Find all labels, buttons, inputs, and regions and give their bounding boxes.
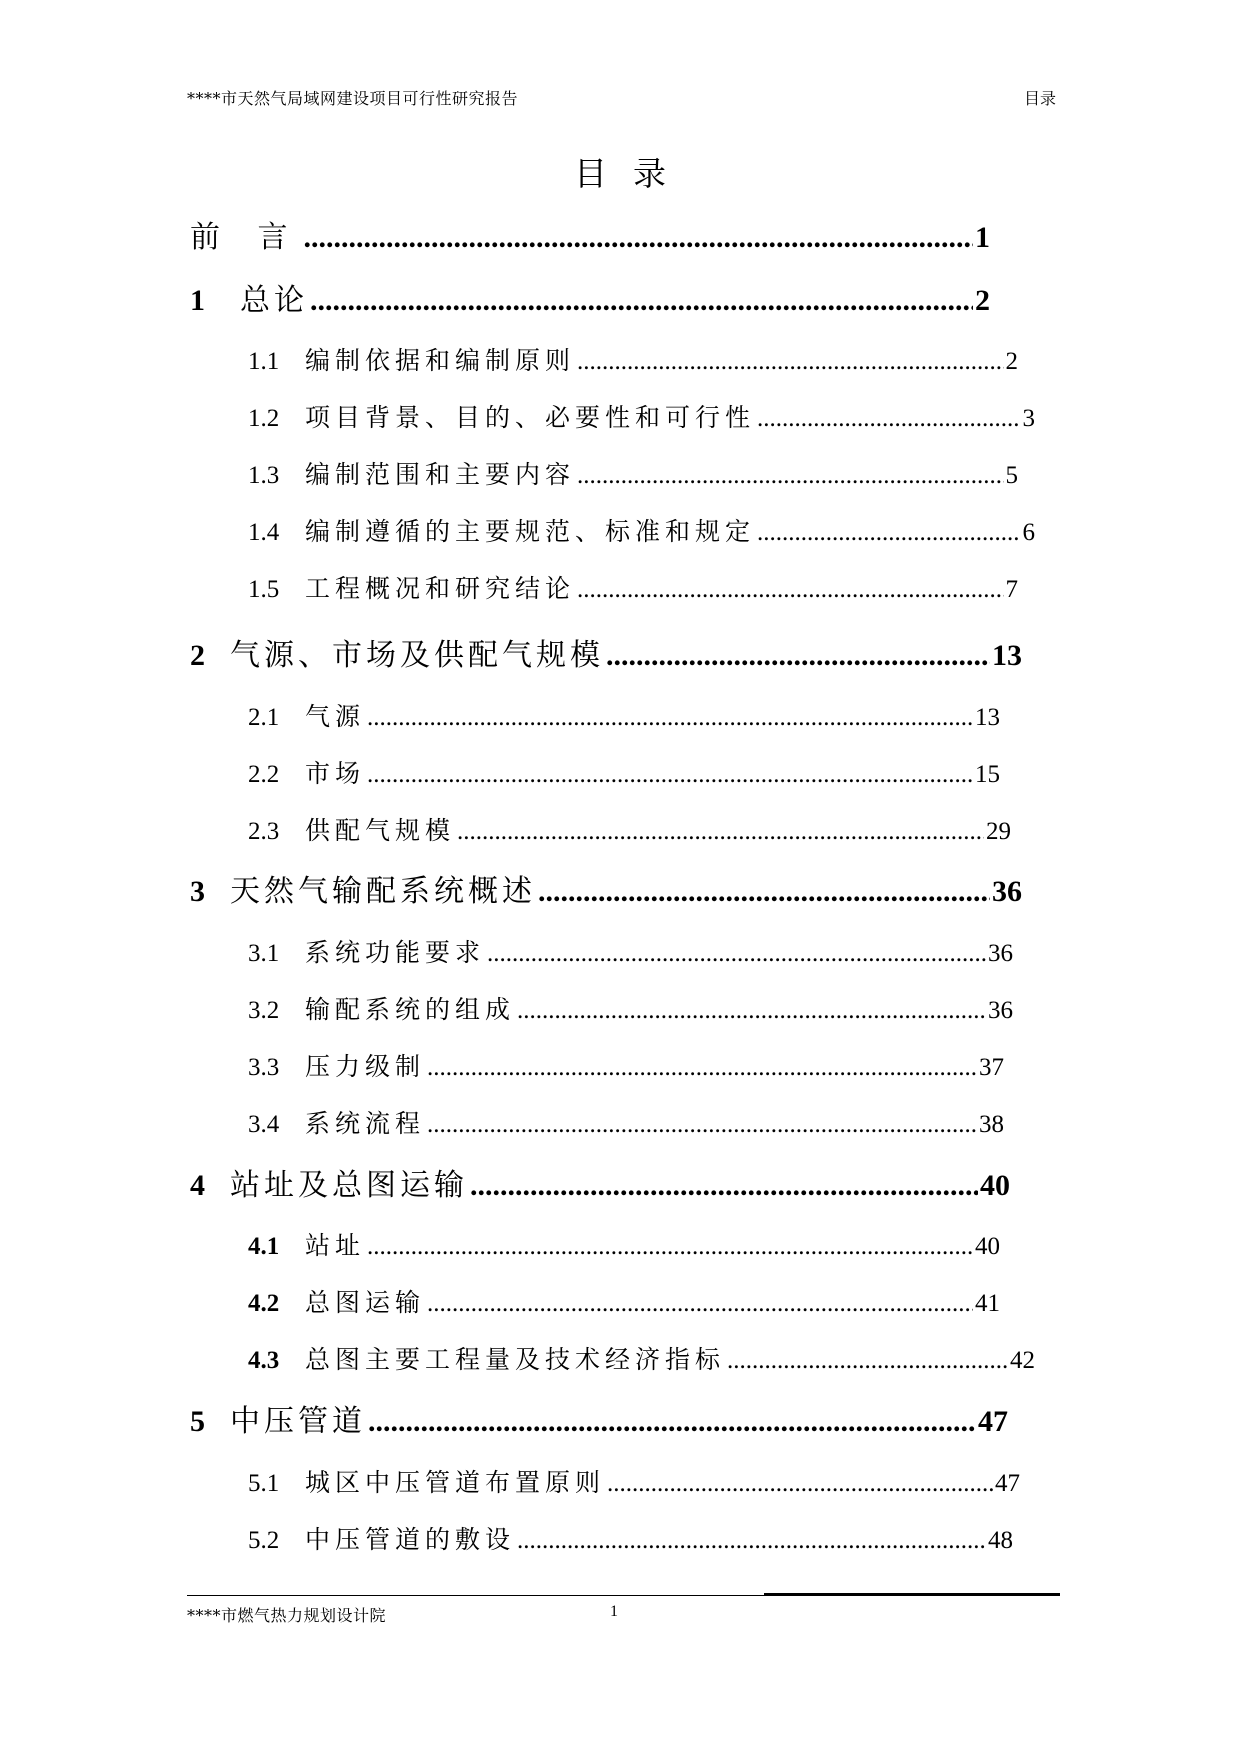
toc-entry-label: 系统功能要求 xyxy=(305,938,486,967)
toc-entry-page: 7 xyxy=(1005,576,1018,603)
toc-leader-dots xyxy=(427,1111,977,1139)
toc-entry-page: 38 xyxy=(979,1111,1004,1138)
toc-leader-dots xyxy=(538,875,990,909)
toc-entry[interactable] xyxy=(190,275,990,319)
toc-entry-page: 29 xyxy=(986,818,1011,845)
toc-entry-page: 1 xyxy=(975,221,990,254)
toc-entry[interactable] xyxy=(248,1226,1000,1262)
toc-entry-label: 系统流程 xyxy=(305,1109,426,1138)
toc-leader-dots xyxy=(757,519,1020,547)
toc-leader-dots xyxy=(577,462,1003,490)
toc-entry[interactable] xyxy=(248,1104,1004,1140)
toc-entry-label: 工程概况和研究结论 xyxy=(305,574,576,603)
toc-entry-label: 站址 xyxy=(305,1231,366,1260)
toc-entry-number: 5 xyxy=(190,1405,205,1438)
toc-entry-page: 37 xyxy=(979,1054,1004,1081)
toc-entry[interactable] xyxy=(248,697,1000,733)
toc-entry-page: 36 xyxy=(988,940,1013,967)
toc-leader-dots xyxy=(367,1233,973,1261)
toc-entry-label: 总图运输 xyxy=(305,1288,426,1317)
toc-leader-dots xyxy=(310,284,973,318)
toc-entry-label: 中压管道的敷设 xyxy=(305,1525,516,1554)
toc-entry-label: 编制依据和编制原则 xyxy=(305,346,576,375)
toc-entry-number: 3.4 xyxy=(248,1111,280,1138)
toc-entry-page: 36 xyxy=(992,875,1022,908)
toc-entry-label: 中压管道 xyxy=(230,1404,366,1439)
toc-entry-page: 40 xyxy=(975,1233,1000,1260)
toc-entry-label: 前 言 xyxy=(190,220,302,255)
running-header-title: ****市天然气局域网建设项目可行性研究报告 xyxy=(187,89,519,108)
toc-entry-label: 总论 xyxy=(240,283,308,318)
toc-leader-dots xyxy=(368,1405,976,1439)
toc-entry[interactable] xyxy=(248,1283,1000,1319)
toc-entry-number: 3.2 xyxy=(248,997,280,1024)
toc-entry-number: 3.3 xyxy=(248,1054,280,1081)
toc-entry-label: 气源、市场及供配气规模 xyxy=(230,638,604,673)
toc-leader-dots xyxy=(727,1347,1008,1375)
toc-entry-number: 3.1 xyxy=(248,940,280,967)
toc-entry-label: 城区中压管道布置原则 xyxy=(305,1468,606,1497)
toc-entry[interactable] xyxy=(190,1396,1008,1440)
toc-entry-number: 1.5 xyxy=(248,576,280,603)
toc-leader-dots xyxy=(577,348,1003,376)
toc-entry-label: 市场 xyxy=(305,759,366,788)
toc-entry-number: 3 xyxy=(190,875,205,908)
toc-entry-label: 气源 xyxy=(305,702,366,731)
toc-entry-number: 1.4 xyxy=(248,519,280,546)
toc-entry-page: 13 xyxy=(992,639,1022,672)
toc-leader-dots xyxy=(577,576,1003,604)
toc-entry-number: 5.1 xyxy=(248,1470,280,1497)
toc-entry-number: 5.2 xyxy=(248,1527,280,1554)
toc-entry[interactable] xyxy=(248,811,1011,847)
toc-entry-page: 36 xyxy=(988,997,1013,1024)
toc-entry-label: 天然气输配系统概述 xyxy=(230,874,536,909)
running-header-section: 目录 xyxy=(1024,89,1057,108)
toc-entry-page: 6 xyxy=(1022,519,1035,546)
toc-entry-page: 13 xyxy=(975,704,1000,731)
toc-entry[interactable] xyxy=(248,933,1013,969)
toc-entry-number: 1 xyxy=(190,284,205,317)
toc-entry[interactable] xyxy=(248,990,1013,1026)
toc-entry[interactable] xyxy=(248,398,1035,434)
toc-entry-label: 编制遵循的主要规范、标准和规定 xyxy=(305,517,756,546)
toc-entry-page: 15 xyxy=(975,761,1000,788)
toc-entry-label: 编制范围和主要内容 xyxy=(305,460,576,489)
toc-entry-number: 2.1 xyxy=(248,704,280,731)
toc-leader-dots xyxy=(427,1290,973,1318)
toc-leader-dots xyxy=(427,1054,977,1082)
toc-entry-page: 47 xyxy=(995,1470,1020,1497)
page-title: 目录 xyxy=(574,154,692,193)
toc-entry-label: 压力级制 xyxy=(305,1052,426,1081)
toc-entry[interactable] xyxy=(248,512,1035,548)
toc-entry-number: 1.3 xyxy=(248,462,280,489)
toc-entry-label: 总图主要工程量及技术经济指标 xyxy=(305,1345,726,1374)
toc-entry-number: 4.2 xyxy=(248,1290,280,1317)
toc-entry[interactable] xyxy=(248,1047,1004,1083)
toc-leader-dots xyxy=(757,405,1020,433)
toc-entry-page: 2 xyxy=(1005,348,1018,375)
toc-entry[interactable] xyxy=(248,1340,1035,1376)
toc-entry-number: 1.2 xyxy=(248,405,280,432)
toc-entry-number: 4 xyxy=(190,1169,205,1202)
toc-entry[interactable] xyxy=(190,1160,1010,1204)
toc-entry[interactable] xyxy=(248,569,1018,605)
toc-entry[interactable] xyxy=(190,866,1022,910)
toc-leader-dots xyxy=(606,639,990,673)
toc-entry-page: 47 xyxy=(978,1405,1008,1438)
toc-entry-number: 2.3 xyxy=(248,818,280,845)
toc-leader-dots xyxy=(367,704,973,732)
toc-entry[interactable] xyxy=(248,1520,1013,1556)
toc-entry[interactable] xyxy=(190,630,1022,674)
footer-page-number: 1 xyxy=(610,1603,618,1620)
toc-entry-number: 4.3 xyxy=(248,1347,280,1374)
footer-organization: ****市燃气热力规划设计院 xyxy=(187,1606,387,1625)
toc-entry-page: 3 xyxy=(1022,405,1035,432)
toc-leader-dots xyxy=(470,1169,978,1203)
toc-leader-dots xyxy=(517,997,986,1025)
toc-entry-number: 1.1 xyxy=(248,348,280,375)
toc-entry-number: 2 xyxy=(190,639,205,672)
toc-entry-page: 41 xyxy=(975,1290,1000,1317)
toc-entry[interactable] xyxy=(248,341,1018,377)
toc-entry-page: 48 xyxy=(988,1527,1013,1554)
toc-entry[interactable] xyxy=(248,1463,1020,1499)
footer-rule-thick xyxy=(764,1593,1060,1596)
toc-entry-page: 2 xyxy=(975,284,990,317)
toc-entry-page: 5 xyxy=(1005,462,1018,489)
toc-entry[interactable] xyxy=(248,754,1000,790)
toc-leader-dots xyxy=(607,1470,993,1498)
toc-leader-dots xyxy=(517,1527,986,1555)
toc-entry[interactable] xyxy=(190,212,990,256)
toc-entry-page: 40 xyxy=(980,1169,1010,1202)
toc-entry-label: 项目背景、目的、必要性和可行性 xyxy=(305,403,756,432)
toc-leader-dots xyxy=(457,818,984,846)
toc-entry-label: 供配气规模 xyxy=(305,816,456,845)
toc-entry-page: 42 xyxy=(1010,1347,1035,1374)
toc-entry-number: 4.1 xyxy=(248,1233,280,1260)
toc-leader-dots xyxy=(487,940,986,968)
footer-rule xyxy=(187,1595,764,1596)
toc-entry-label: 站址及总图运输 xyxy=(230,1168,468,1203)
toc-entry-number: 2.2 xyxy=(248,761,280,788)
toc-leader-dots xyxy=(304,221,973,255)
toc-entry-label: 输配系统的组成 xyxy=(305,995,516,1024)
toc-entry[interactable] xyxy=(248,455,1018,491)
toc-leader-dots xyxy=(367,761,973,789)
